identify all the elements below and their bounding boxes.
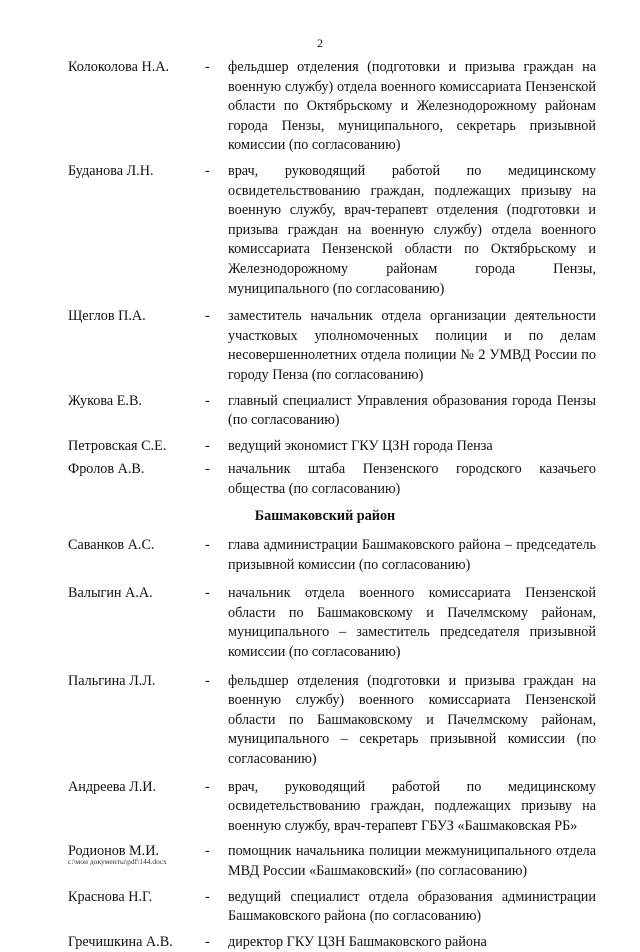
dash-separator: - — [205, 392, 210, 409]
member-position: начальник штаба Пензенского городского казачьего общества (по согласованию) — [228, 461, 596, 497]
member-row — [0, 392, 640, 431]
member-name: Родионов М.И. — [68, 843, 160, 860]
member-row — [0, 162, 640, 299]
member-name: Буданова Л.Н. — [68, 162, 154, 179]
member-row — [0, 307, 640, 385]
member-name: Гречишкина А.В. — [68, 933, 173, 950]
member-name: Фролов А.В. — [68, 461, 145, 478]
member-position: директор ГКУ ЦЗН Башмаковского района — [228, 933, 487, 950]
member-position: ведущий экономист ГКУ ЦЗН города Пенза — [228, 437, 493, 454]
footer-file-path: c:\мои документы\pdf\144.docx — [68, 857, 167, 866]
section-city-list — [0, 58, 640, 499]
member-name: Краснова Н.Г. — [68, 888, 153, 905]
section-bashmakovsky-list — [0, 536, 640, 952]
member-row — [0, 536, 640, 575]
member-row — [0, 58, 640, 156]
member-row — [0, 778, 640, 837]
commission-list — [0, 58, 640, 952]
page-number: 2 — [317, 36, 323, 50]
dash-separator: - — [205, 933, 210, 950]
section-heading: Башмаковский район — [254, 508, 396, 525]
member-name: Андреева Л.И. — [68, 778, 157, 795]
dash-separator: - — [205, 461, 210, 478]
member-position: фельдшер отделения (подготовки и призыва граждан на военную службу) отдела военного комиссариата Пензенской области по Октябрьскому и Железнодорожному районам города Пензы, муниципального, секретарь призывной комиссии (по согласованию) — [228, 59, 596, 154]
member-name: Колоколова Н.А. — [68, 59, 170, 75]
member-position: ведущий специалист отдела образования администрации Башмаковского района (по согласованию) — [228, 888, 596, 925]
dash-separator: - — [205, 585, 210, 602]
member-position: врач, руководящий работой по медицинскому освидетельствованию граждан, подлежащих призыву на военную службу, врач-терапевт ГБУЗ «Башмаковская РБ» — [228, 778, 596, 834]
member-row — [0, 584, 640, 662]
member-row — [0, 888, 640, 927]
member-position: помощник начальника полиции межмуниципального отдела МВД России «Башмаковский» (по согласованию) — [228, 843, 596, 879]
member-position: глава администрации Башмаковского района – председатель призывной комиссии (по согласованию) — [228, 537, 596, 573]
dash-separator: - — [205, 308, 210, 325]
member-row — [0, 437, 640, 457]
member-name: Жукова Е.В. — [68, 392, 142, 409]
member-row — [0, 933, 640, 952]
dash-separator: - — [205, 437, 210, 454]
dash-separator: - — [205, 537, 210, 554]
member-position: главный специалист Управления образования города Пензы (по согласованию) — [228, 392, 596, 429]
member-row — [0, 460, 640, 499]
member-row — [0, 672, 640, 770]
member-position: фельдшер отделения (подготовки и призыва граждан на военную службу) военного комиссариата Пензенской области по Башмаковскому и Пачелмскому районам, муниципального – секретарь призывной комиссии (по согласованию) — [228, 672, 596, 767]
dash-separator: - — [205, 59, 210, 75]
member-position: начальник отдела военного комиссариата Пензенской области по Башмаковскому и Пачелмскому районам, муниципального – заместитель председателя призывной комиссии (по согласованию) — [228, 585, 596, 661]
member-name: Щеглов П.А. — [68, 308, 146, 325]
member-name: Пальгина Л.Л. — [68, 672, 156, 689]
dash-separator: - — [205, 778, 210, 795]
member-position: заместитель начальник отдела организации деятельности участковых уполномоченных полиции и по делам несовершеннолетних отдела полиции № 2 УМВД России по городу Пенза (по согласованию) — [228, 308, 596, 383]
dash-separator: - — [205, 888, 210, 905]
member-position: врач, руководящий работой по медицинскому освидетельствованию граждан, подлежащих призыву на военную службу, врач-терапевт отделения (подготовки и призыва граждан на военную службу) отдела военного комиссариата Пензенской области по Октябрьскому и Железнодорожному районам города Пензы, муниципального (по согласованию) — [228, 162, 596, 297]
member-name: Петровская С.Е. — [68, 437, 167, 454]
dash-separator: - — [205, 843, 210, 860]
dash-separator: - — [205, 672, 210, 689]
member-name: Саванков А.С. — [68, 537, 155, 554]
dash-separator: - — [205, 162, 210, 179]
member-name: Валыгин А.А. — [68, 585, 153, 602]
